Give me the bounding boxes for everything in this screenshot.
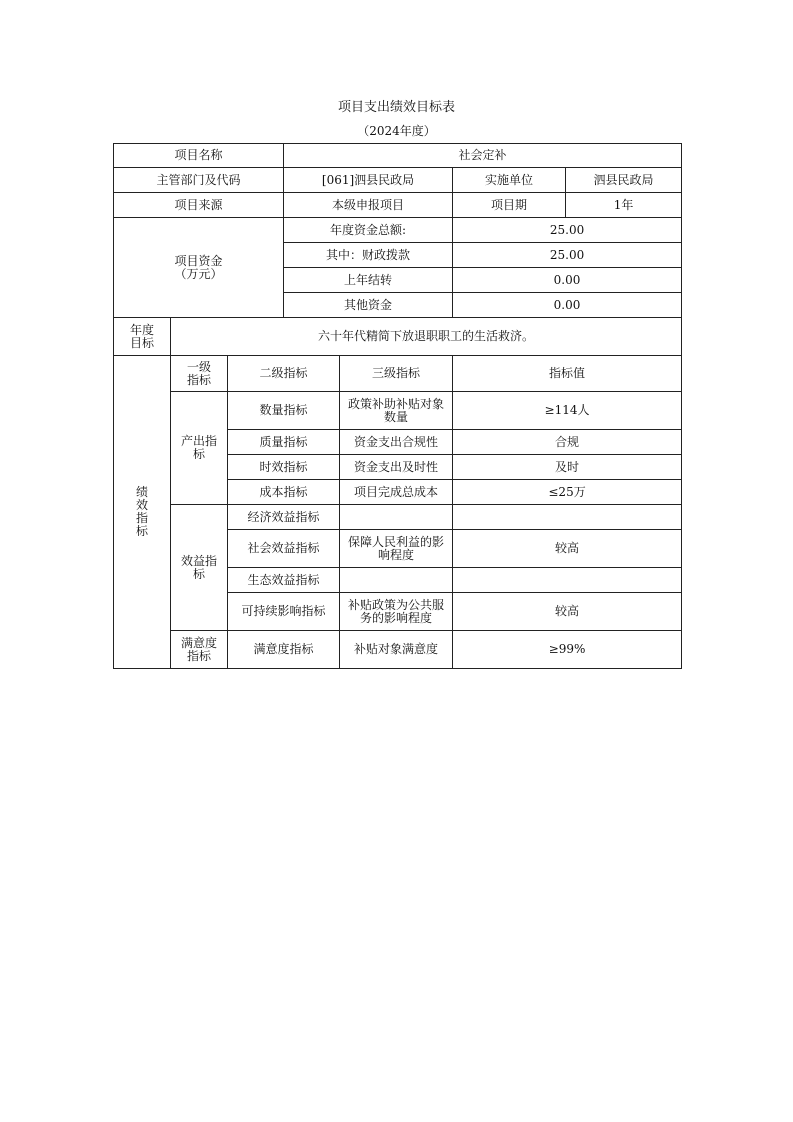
benefit-ecological-value — [453, 568, 682, 593]
source-label: 项目来源 — [114, 193, 284, 218]
row-output-quantity — [114, 392, 682, 430]
benefit-social-level3: 保障人民利益的影 响程度 — [340, 530, 453, 568]
funds-fiscal-value: 25.00 — [453, 243, 682, 268]
row-funds-total — [114, 218, 682, 243]
row-indicator-header — [114, 356, 682, 392]
department-label: 主管部门及代码 — [114, 168, 284, 193]
output-quantity-level3: 政策补助补贴对象 数量 — [340, 392, 453, 430]
page-title: 项目支出绩效目标表 — [337, 100, 455, 115]
project-name-value: 社会定补 — [284, 144, 682, 168]
department-value: [061]泗县民政局 — [284, 168, 453, 193]
benefit-sustainable-level3: 补贴政策为公共服 务的影响程度 — [340, 593, 453, 631]
benefit-social-level2: 社会效益指标 — [228, 530, 340, 568]
project-name-label: 项目名称 — [114, 144, 284, 168]
output-quality-value: 合规 — [453, 430, 682, 455]
output-timeliness-level3: 资金支出及时性 — [340, 455, 453, 480]
annual-goal-label: 年度 目标 — [114, 318, 171, 356]
performance-label: 绩 效 指 标 — [114, 356, 171, 669]
benefit-ecological-level3 — [340, 568, 453, 593]
benefit-economic-value — [453, 505, 682, 530]
row-satisfaction — [114, 631, 682, 669]
output-quantity-level2: 数量指标 — [228, 392, 340, 430]
funds-carryover-value: 0.00 — [453, 268, 682, 293]
funds-other-label: 其他资金 — [284, 293, 453, 318]
performance-target-table — [113, 143, 682, 669]
implementing-unit-label: 实施单位 — [453, 168, 566, 193]
output-label: 产出指 标 — [171, 392, 228, 505]
benefit-ecological-level2: 生态效益指标 — [228, 568, 340, 593]
output-quality-level3: 资金支出合规性 — [340, 430, 453, 455]
period-label: 项目期 — [453, 193, 566, 218]
header-level2: 二级指标 — [228, 356, 340, 392]
funds-other-value: 0.00 — [453, 293, 682, 318]
output-cost-level3: 项目完成总成本 — [340, 480, 453, 505]
output-timeliness-level2: 时效指标 — [228, 455, 340, 480]
page-subtitle: （2024年度） — [357, 124, 436, 138]
implementing-unit-value: 泗县民政局 — [566, 168, 682, 193]
output-cost-level2: 成本指标 — [228, 480, 340, 505]
row-annual-goal — [114, 318, 682, 356]
satisfaction-level3: 补贴对象满意度 — [340, 631, 453, 669]
source-value: 本级申报项目 — [284, 193, 453, 218]
satisfaction-level2: 满意度指标 — [228, 631, 340, 669]
output-cost-value: ≤25万 — [453, 480, 682, 505]
funds-fiscal-label: 其中：财政拨款 — [284, 243, 453, 268]
benefit-sustainable-level2: 可持续影响指标 — [228, 593, 340, 631]
row-benefit-economic — [114, 505, 682, 530]
output-timeliness-value: 及时 — [453, 455, 682, 480]
row-project-name — [114, 144, 682, 168]
funds-label: 项目资金 （万元） — [114, 218, 284, 318]
row-department — [114, 168, 682, 193]
row-source — [114, 193, 682, 218]
header-value: 指标值 — [453, 356, 682, 392]
benefit-economic-level2: 经济效益指标 — [228, 505, 340, 530]
header-level1: 一级 指标 — [171, 356, 228, 392]
period-value: 1年 — [566, 193, 682, 218]
benefit-sustainable-value: 较高 — [453, 593, 682, 631]
benefit-economic-level3 — [340, 505, 453, 530]
output-quality-level2: 质量指标 — [228, 430, 340, 455]
funds-carryover-label: 上年结转 — [284, 268, 453, 293]
header-level3: 三级指标 — [340, 356, 453, 392]
funds-total-value: 25.00 — [453, 218, 682, 243]
funds-total-label: 年度资金总额: — [284, 218, 453, 243]
annual-goal-value: 六十年代精简下放退职职工的生活救济。 — [171, 318, 682, 356]
satisfaction-value: ≥99% — [453, 631, 682, 669]
output-quantity-value: ≥114人 — [453, 392, 682, 430]
benefit-label: 效益指 标 — [171, 505, 228, 631]
benefit-social-value: 较高 — [453, 530, 682, 568]
satisfaction-label: 满意度 指标 — [171, 631, 228, 669]
